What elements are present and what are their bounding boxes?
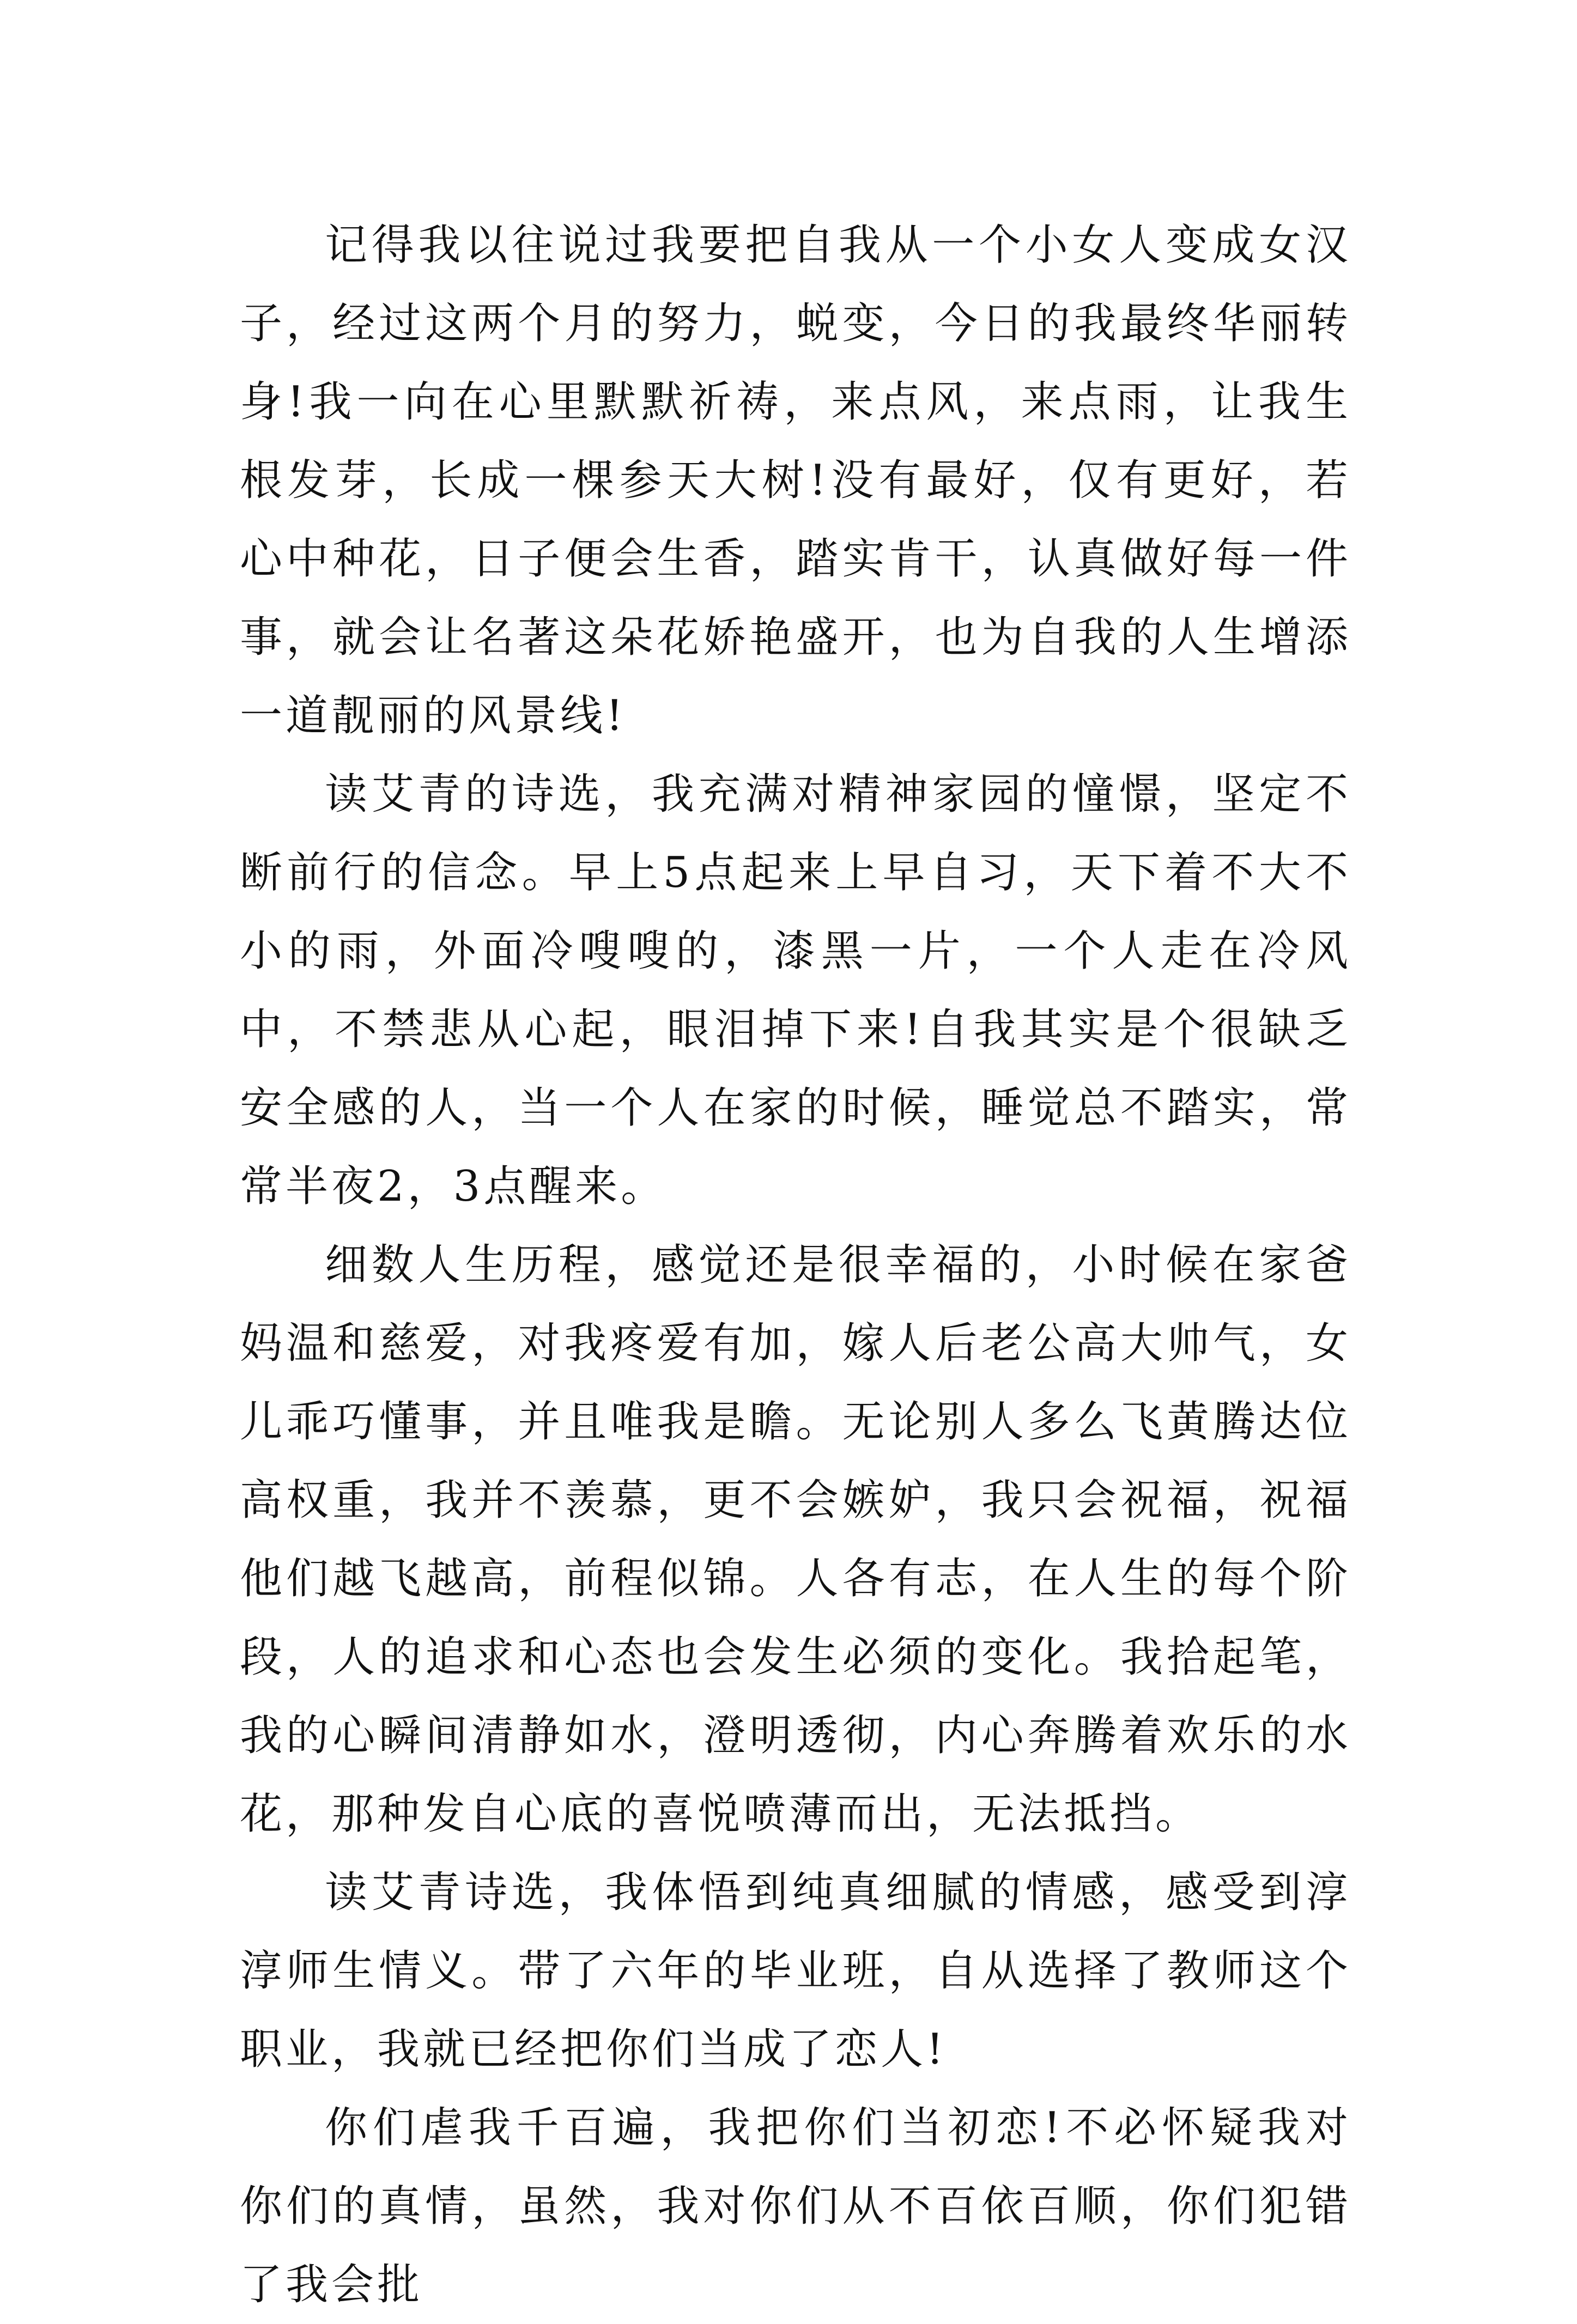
paragraph-4: 读艾青诗选，我体悟到纯真细腻的情感，感受到淳淳师生情义。带了六年的毕业班，自从选择了教师这个职业，我就已经把你们当成了恋人! xyxy=(240,1868,1351,2074)
paragraph-3: 细数人生历程，感觉还是很幸福的，小时候在家爸妈温和慈爱，对我疼爱有加，嫁人后老公高大帅气，女儿乖巧懂事，并且唯我是瞻。无论别人多么飞黄腾达位高权重，我并不羡慕，更不会嫉妒，我只会祝福，祝福他们越飞越高，前程似锦。人各有志，在人生的每个阶段，人的追求和心态也会发生必须的变化。我拾起笔，我的心瞬间清静如水，澄明透彻，内心奔腾着欢乐的水花，那种发自心底的喜悦喷薄而出，无法抵挡。 xyxy=(240,1240,1351,1839)
paragraph-2: 读艾青的诗选，我充满对精神家园的憧憬，坚定不断前行的信念。早上5点起来上早自习，天下着不大不小的雨，外面冷嗖嗖的，漆黑一片，一个人走在冷风中，不禁悲从心起，眼泪掉下来!自我其实是个很缺乏安全感的人，当一个人在家的时候，睡觉总不踏实，常常半夜2，3点醒来。 xyxy=(240,770,1351,1211)
paragraph-5: 你们虐我千百遍，我把你们当初恋!不必怀疑我对你们的真情，虽然，我对你们从不百依百顺，你们犯错了我会批 xyxy=(240,2103,1351,2309)
paragraph-1: 记得我以往说过我要把自我从一个小女人变成女汉子，经过这两个月的努力，蜕变，今日的我最终华丽转身!我一向在心里默默祈祷，来点风，来点雨，让我生根发芽，长成一棵参天大树!没有最好，仅有更好，若心中种花，日子便会生香，踏实肯干，认真做好每一件事，就会让名著这朵花娇艳盛开，也为自我的人生增添一道靓丽的风景线! xyxy=(240,221,1351,740)
document-body xyxy=(240,206,1351,2324)
